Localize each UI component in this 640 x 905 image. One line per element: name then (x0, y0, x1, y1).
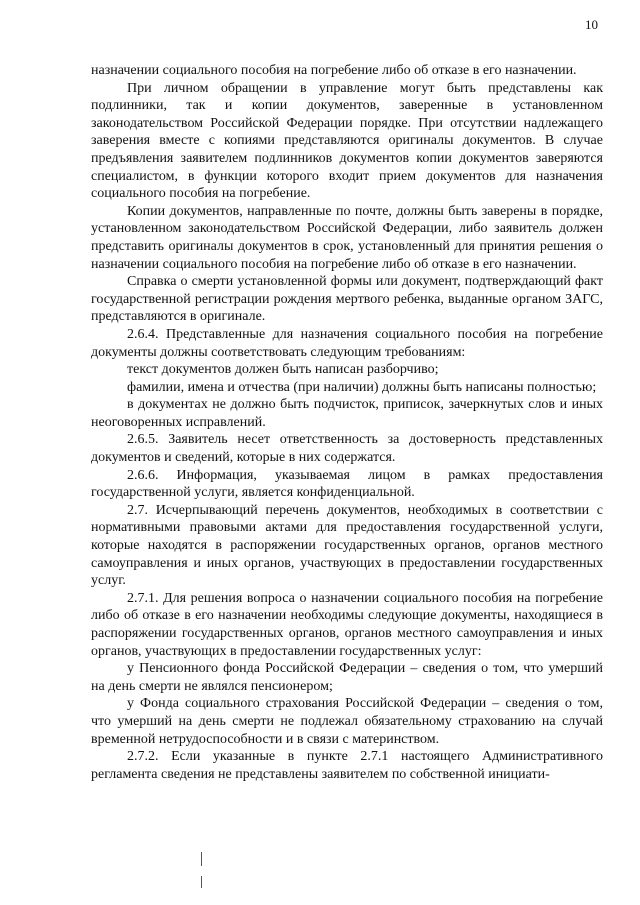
paragraph: 2.7.2. Если указанные в пункте 2.7.1 настоящего Административного регламента сведения не представлены заявителем по собственной инициати- (91, 749, 603, 782)
document-body (91, 62, 603, 783)
paragraph: Копии документов, направленные по почте, должны быть заверены в порядке, установленном законодательством Российской Федерации, либо заявитель должен представить оригиналы документов в срок, установленный для принятия решения о назначении социального пособия на погребение либо об отказе в его назначении. (91, 203, 603, 272)
paragraph: текст документов должен быть написан разборчиво; (127, 362, 439, 378)
scan-artifact-line (201, 852, 202, 866)
page-number: 10 (585, 17, 598, 32)
paragraph: 2.6.6. Информация, указываемая лицом в рамках предоставления государственной услуги, является конфиденциальной. (91, 467, 603, 501)
paragraph: Справка о смерти установленной формы или документ, подтверждающий факт государственной регистрации рождения мертвого ребенка, выданные органом ЗАГС, представляются в оригинале. (91, 274, 603, 325)
paragraph: При личном обращении в управление могут быть представлены как подлинники, так и копии документов, заверенные в установленном законодательством Российской Федерации порядке. При отсутствии надлежащего заверения вместе с копиями представляются оригиналы документов. В случае предъявления заявителем подлинников документов копии документов заверяются специалистом, в функции которого входит прием документов для назначения социального пособия на погребение. (91, 80, 603, 202)
paragraph: 2.7.1. Для решения вопроса о назначении социального пособия на погребение либо об отказе в его назначении необходимы следующие документы, находящиеся в распоряжении государственных органов, органов местного самоуправления и иных органов, участвующих в предоставлении государственных услуг: (91, 590, 603, 659)
paragraph: 2.7. Исчерпывающий перечень документов, необходимых в соответствии с нормативными правовыми актами для предоставления государственной услуги, которые находятся в распоряжении государственных органов, органов местного самоуправления и иных органов, участвующих в предоставлении государственных услуг. (91, 502, 603, 589)
paragraph: у Пенсионного фонда Российской Федерации – сведения о том, что умерший на день смерти не являлся пенсионером; (91, 661, 603, 694)
paragraph: в документах не должно быть подчисток, приписок, зачеркнутых слов и иных неоговоренных исправлений. (91, 397, 603, 430)
paragraph: у Фонда социального страхования Российской Федерации – сведения о том, что умерший на день смерти не подлежал обязательному страхованию на случай временной нетрудоспособности и в связи с материнством. (91, 696, 603, 747)
scan-artifact-line (201, 876, 202, 888)
paragraph: 2.6.5. Заявитель несет ответственность за достоверность представленных документов и сведений, которые в них содержатся. (91, 432, 603, 466)
paragraph: назначении социального пособия на погребение либо об отказе в его назначении. (91, 63, 577, 78)
paragraph: фамилии, имена и отчества (при наличии) должны быть написаны полностью; (127, 379, 597, 395)
paragraph: 2.6.4. Представленные для назначения социального пособия на погребение документы должны соответствовать следующим требованиям: (91, 326, 603, 360)
